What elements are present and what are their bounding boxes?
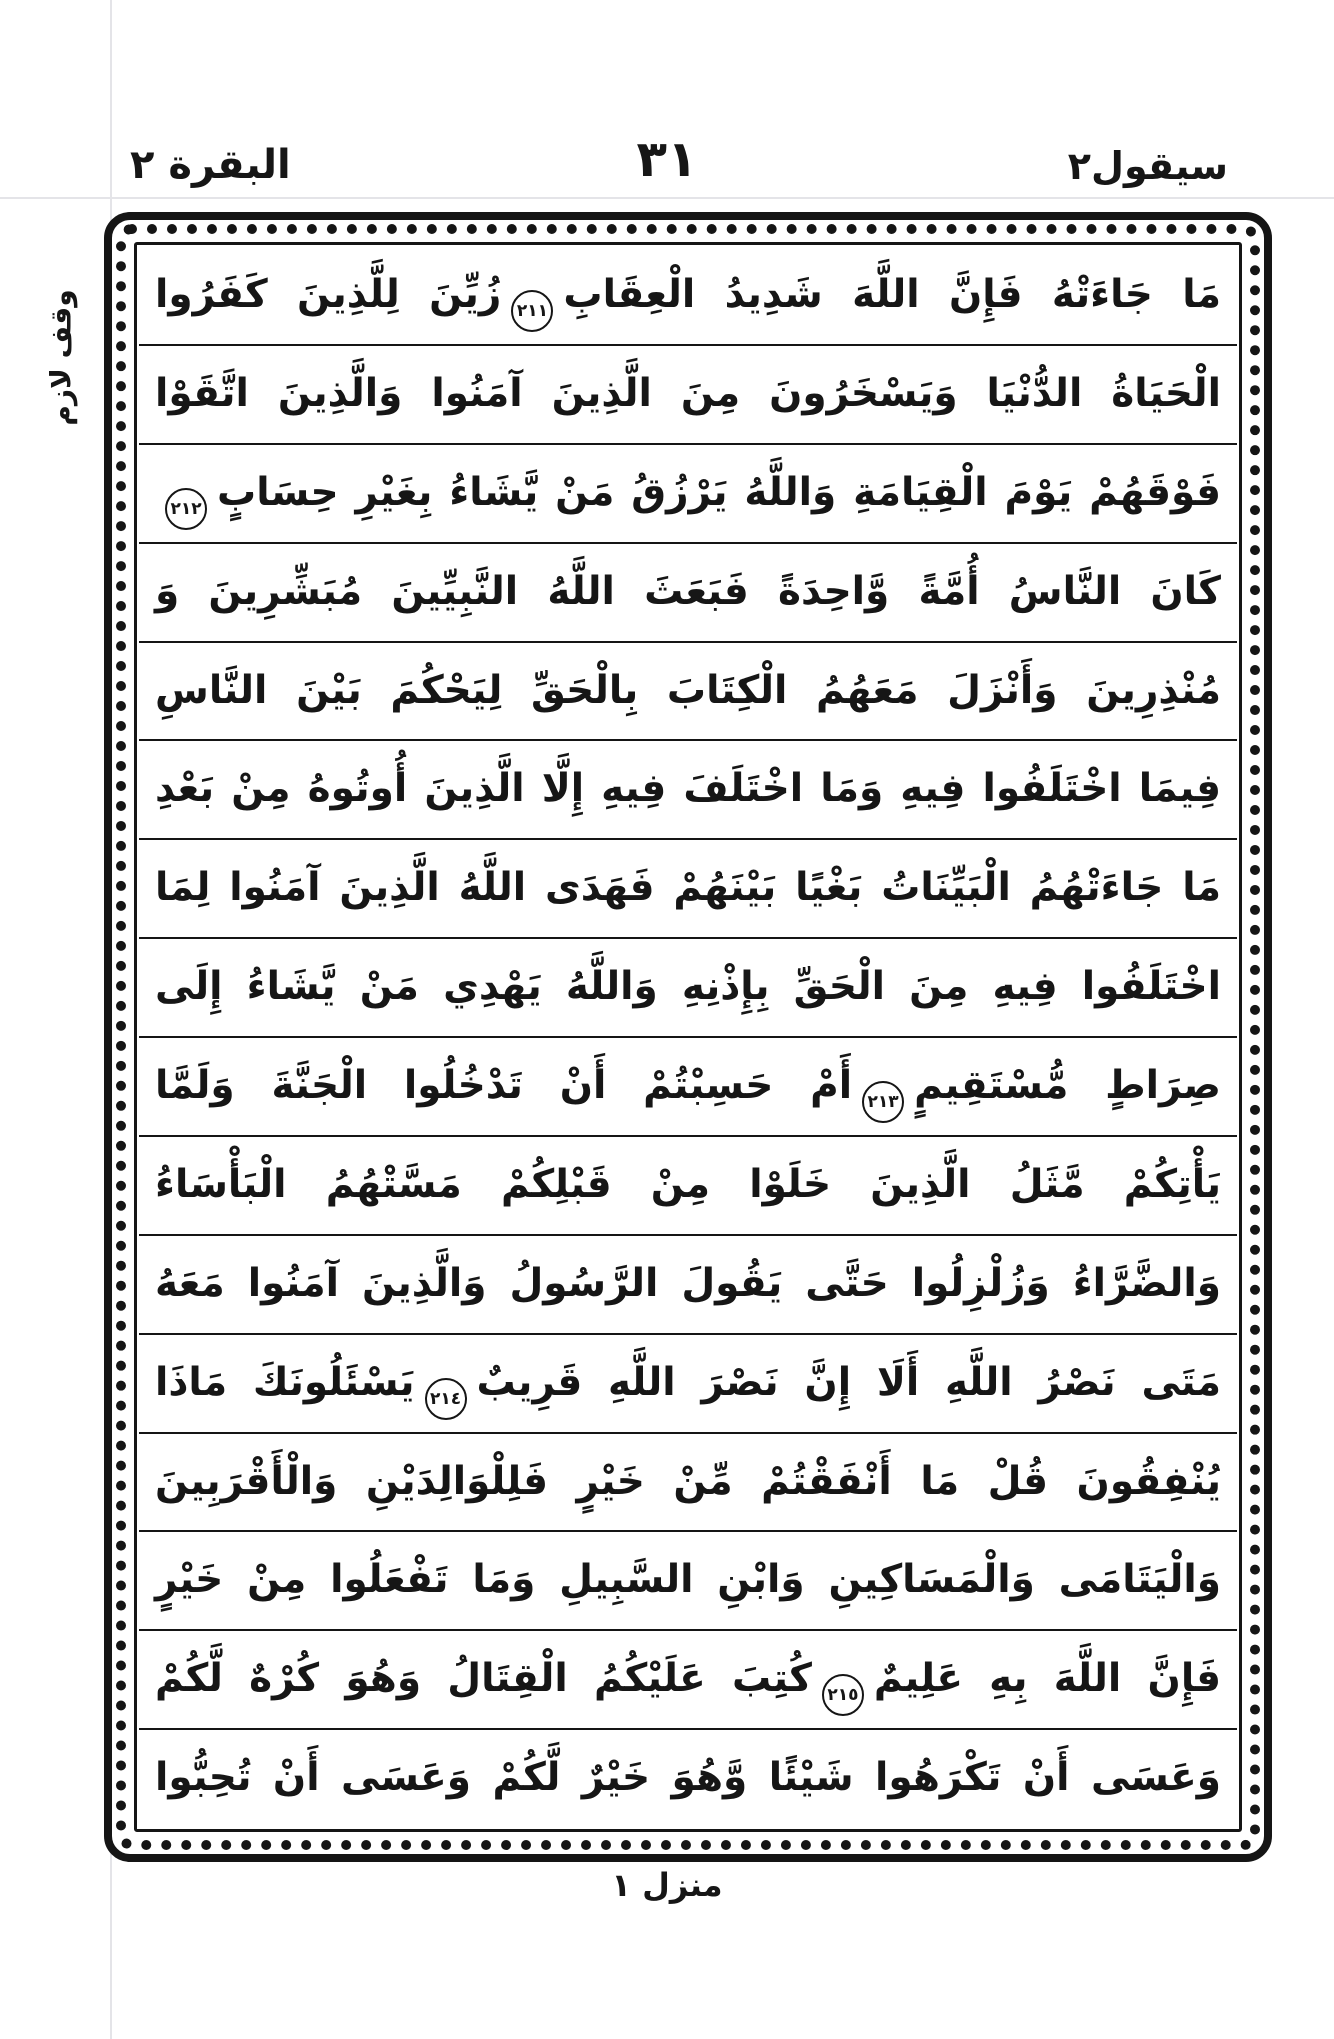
quran-line: [139, 1236, 1237, 1335]
ayah-text: يَسْئَلُونَكَ مَاذَا: [155, 1359, 415, 1405]
verse-end-marker: ٢١٢: [165, 488, 207, 530]
juz-label: سيقول٢: [1067, 144, 1228, 188]
quran-line: [139, 445, 1237, 544]
quran-lines: [139, 247, 1237, 1827]
ayah-text: فِيمَا اخْتَلَفُوا فِيهِ وَمَا اخْتَلَفَ فِيهِ إِلَّا الَّذِينَ أُوتُوهُ مِنْ بَعْدِ: [155, 766, 1221, 812]
verse-end-marker: ٢١٥: [822, 1674, 864, 1716]
quran-line: [139, 1730, 1237, 1827]
surah-label: البقرة ٢: [130, 142, 291, 188]
ayah-text: مُنْذِرِينَ وَأَنْزَلَ مَعَهُمُ الْكِتَابَ بِالْحَقِّ لِيَحْكُمَ بَيْنَ النَّاسِ: [155, 667, 1221, 713]
quran-line: [139, 1434, 1237, 1533]
ayah-text: كُتِبَ عَلَيْكُمُ الْقِتَالُ وَهُوَ كُرْهٌ لَّكُمْ: [155, 1656, 812, 1702]
ayah-text: يُنْفِقُونَ قُلْ مَا أَنْفَقْتُمْ مِّنْ خَيْرٍ فَلِلْوَالِدَيْنِ وَالْأَقْرَبِينَ: [155, 1458, 1221, 1504]
quran-line: [139, 1038, 1237, 1137]
verse-end-marker: ٢١٣: [862, 1081, 904, 1123]
ayah-text: وَالْيَتَامَى وَالْمَسَاكِينِ وَابْنِ السَّبِيلِ وَمَا تَفْعَلُوا مِنْ خَيْرٍ: [155, 1557, 1221, 1603]
page-number: ٣١: [636, 130, 698, 188]
margin-stop-note-text: وقف لازم: [44, 288, 78, 426]
quran-line: [139, 1532, 1237, 1631]
quran-line: [139, 1631, 1237, 1730]
ayah-text: كَانَ النَّاسُ أُمَّةً وَّاحِدَةً فَبَعَثَ اللَّهُ النَّبِيِّينَ مُبَشِّرِينَ وَ: [155, 568, 1221, 614]
ayah-text: وَعَسَى أَنْ تَكْرَهُوا شَيْئًا وَّهُوَ خَيْرٌ لَّكُمْ وَعَسَى أَنْ تُحِبُّوا: [155, 1755, 1221, 1801]
verse-end-marker: ٢١١: [511, 290, 553, 332]
quran-line: [139, 544, 1237, 643]
verse-end-marker: ٢١٤: [425, 1378, 467, 1420]
ayah-text: صِرَاطٍ مُّسْتَقِيمٍ: [914, 1063, 1221, 1108]
ayah-text: الْحَيَاةُ الدُّنْيَا وَيَسْخَرُونَ مِنَ الَّذِينَ آمَنُوا وَالَّذِينَ اتَّقَوْا: [155, 370, 1221, 416]
quran-line: [139, 1137, 1237, 1236]
ayah-text: فَوْقَهُمْ يَوْمَ الْقِيَامَةِ وَاللَّهُ يَرْزُقُ مَنْ يَّشَاءُ بِغَيْرِ حِسَابٍ: [217, 469, 1221, 515]
quran-line: [139, 643, 1237, 742]
quran-line: [139, 939, 1237, 1038]
ayah-text: مَا جَاءَتْهُ فَإِنَّ اللَّهَ شَدِيدُ الْعِقَابِ: [563, 272, 1221, 317]
quran-line: [139, 741, 1237, 840]
text-frame-border: [104, 212, 1272, 1862]
scan-artifact-horizontal-line: [0, 197, 1334, 199]
margin-stop-note: [26, 252, 96, 462]
ayah-text: مَا جَاءَتْهُمُ الْبَيِّنَاتُ بَغْيًا بَيْنَهُمْ فَهَدَى اللَّهُ الَّذِينَ آمَنُوا لِمَا: [155, 865, 1221, 911]
ayah-text: يَأْتِكُمْ مَّثَلُ الَّذِينَ خَلَوْا مِنْ قَبْلِكُمْ مَسَّتْهُمُ الْبَأْسَاءُ: [155, 1161, 1221, 1207]
ayah-text: أَمْ حَسِبْتُمْ أَنْ تَدْخُلُوا الْجَنَّةَ وَلَمَّا: [155, 1063, 853, 1108]
ayah-text: وَالضَّرَّاءُ وَزُلْزِلُوا حَتَّى يَقُولَ الرَّسُولُ وَالَّذِينَ آمَنُوا مَعَهُ: [155, 1260, 1221, 1306]
ayah-text: اخْتَلَفُوا فِيهِ مِنَ الْحَقِّ بِإِذْنِهِ وَاللَّهُ يَهْدِي مَنْ يَّشَاءُ إِلَى: [155, 964, 1221, 1010]
ayah-text: فَإِنَّ اللَّهَ بِهِ عَلِيمٌ: [873, 1656, 1221, 1702]
manzil-label: منزل ١: [611, 1866, 723, 1904]
ayah-text: مَتَى نَصْرُ اللَّهِ أَلَا إِنَّ نَصْرَ اللَّهِ قَرِيبٌ: [476, 1359, 1221, 1405]
quran-line: [139, 1335, 1237, 1434]
quran-line: [139, 840, 1237, 939]
quran-line: [139, 346, 1237, 445]
ayah-text: زُيِّنَ لِلَّذِينَ كَفَرُوا: [155, 272, 502, 317]
quran-line: [139, 247, 1237, 346]
